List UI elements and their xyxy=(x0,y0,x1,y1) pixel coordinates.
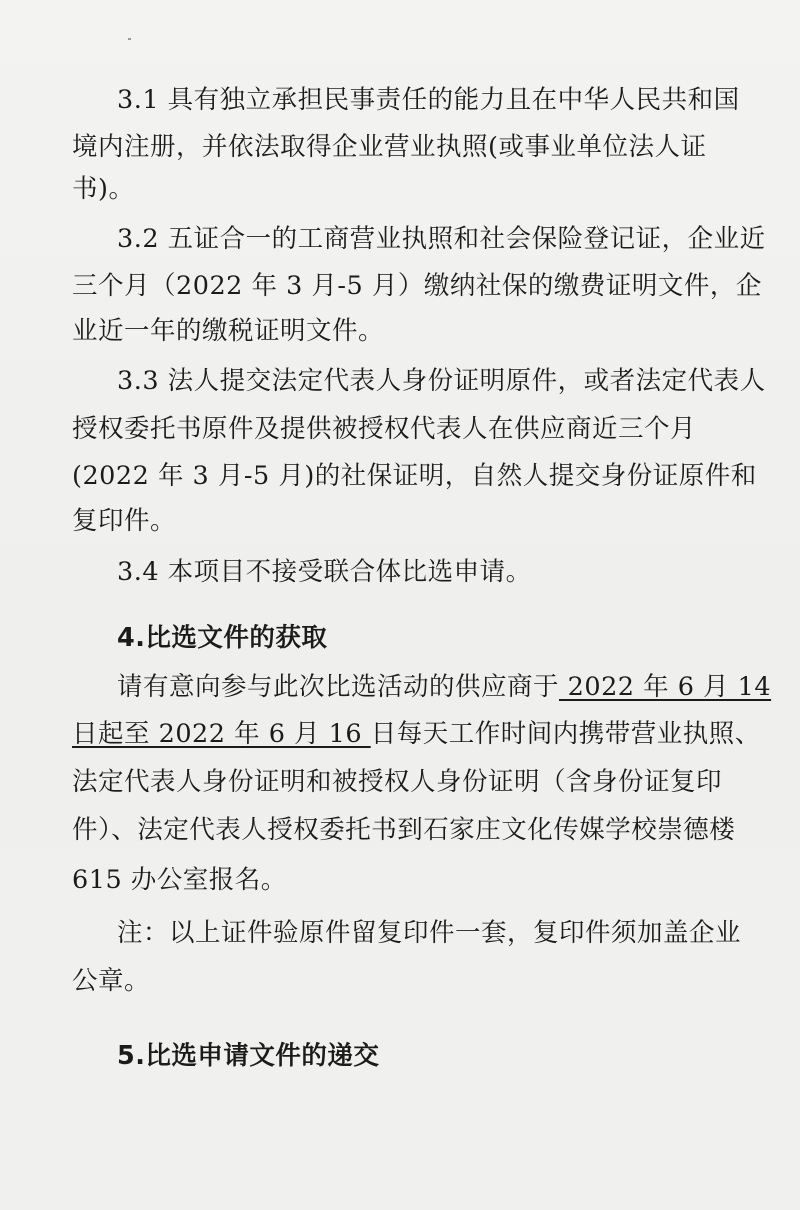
p31-line-2: 境内注册，并依法取得企业营业执照(或事业单位法人证 xyxy=(72,132,707,162)
section-4-para-line-4: 件）、法定代表人授权委托书到石家庄文化传媒学校崇德楼 xyxy=(72,815,736,845)
note-line-2: 公章。 xyxy=(72,966,151,996)
paper-speck xyxy=(128,38,131,40)
section-4-heading: 4.比选文件的获取 xyxy=(117,623,328,653)
p33-line-4: 复印件。 xyxy=(72,506,177,536)
section-4-para-line-2 xyxy=(72,718,761,750)
note-line-1: 注：以上证件验原件留复印件一套，复印件须加盖企业 xyxy=(117,918,742,948)
p31-line-1: 3.1 具有独立承担民事责任的能力且在中华人民共和国 xyxy=(117,85,740,115)
p33-line-1: 3.3 法人提交法定代表人身份证明原件，或者法定代表人 xyxy=(117,366,766,396)
section-4-para-line-1 xyxy=(117,671,771,703)
p33-line-3: (2022 年 3 月-5 月)的社保证明，自然人提交身份证原件和 xyxy=(72,461,757,491)
date-range-start: 2022 年 6 月 14 xyxy=(559,672,772,702)
p32-line-2: 三个月（2022 年 3 月-5 月）缴纳社保的缴费证明文件，企 xyxy=(72,271,762,301)
p32-line-1: 3.2 五证合一的工商营业执照和社会保险登记证，企业近 xyxy=(117,224,766,254)
section-4-para-line-3: 法定代表人身份证明和被授权人身份证明（含身份证复印 xyxy=(72,767,723,797)
date-range-end: 日起至 2022 年 6 月 16 xyxy=(72,719,371,749)
section-4-para-line-5: 615 办公室报名。 xyxy=(72,865,287,895)
section-5-heading: 5.比选申请文件的递交 xyxy=(117,1041,380,1071)
p31-line-3: 书)。 xyxy=(72,174,135,204)
p32-line-3: 业近一年的缴税证明文件。 xyxy=(72,316,385,346)
p33-line-2: 授权委托书原件及提供被授权代表人在供应商近三个月 xyxy=(72,414,697,444)
p34-line-1: 3.4 本项目不接受联合体比选申请。 xyxy=(117,557,532,587)
section-4-para-line-1-text: 请有意向参与此次比选活动的供应商于 xyxy=(117,672,560,702)
section-4-para-line-2-text: 日每天工作时间内携带营业执照、 xyxy=(370,719,761,749)
